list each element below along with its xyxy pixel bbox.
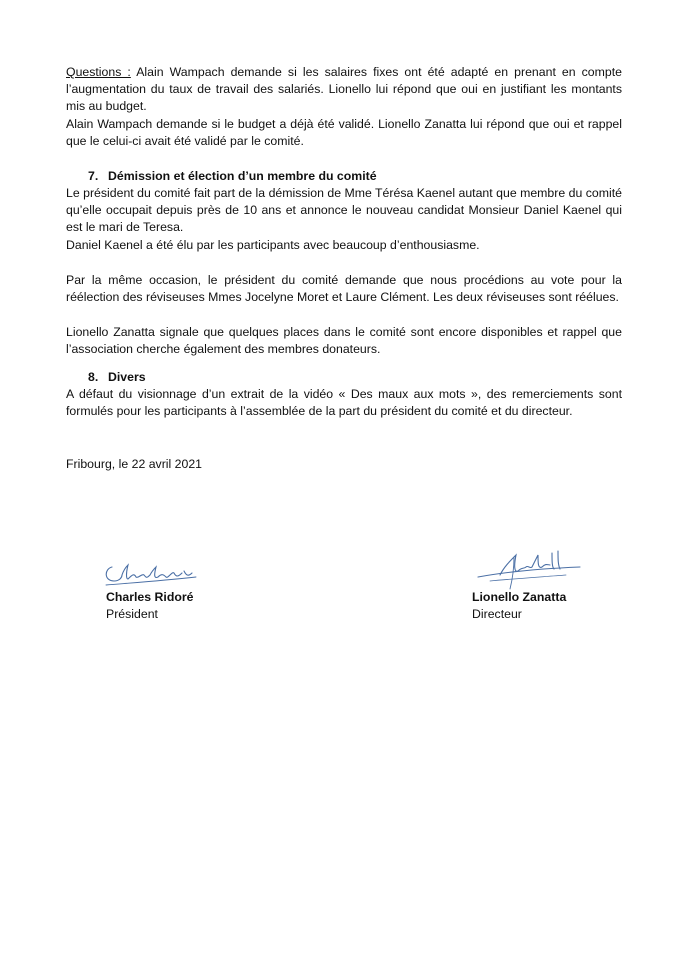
questions-paragraph (66, 64, 622, 116)
questions-paragraph-2: Alain Wampach demande si le budget a déjà été validé. Lionello Zanatta lui répond que oui et rappel que le celui-ci avait été validé par le comité. (66, 117, 622, 149)
signature-zanatta (470, 545, 585, 593)
section-8-paragraph-1: A défaut du visionnage d’un extrait de la vidéo « Des maux aux mots », des remerciements sont formulés pour les participants à l’assemblée de la part du président du comité et du directeur. (66, 387, 622, 419)
signatory-1-role: Président (106, 607, 158, 621)
section-7-paragraph-1: Le président du comité fait part de la démission de Mme Térésa Kaenel autant que membre du comité qu’elle occupait depuis près de 10 ans et annonce le nouveau candidat Monsieur Daniel Kaenel qui est le mari de Teresa. (66, 186, 622, 235)
section-7-number: 7. (88, 169, 99, 183)
section-8-number: 8. (88, 370, 99, 384)
section-8-heading (0, 369, 684, 386)
section-8-title: Divers (108, 370, 146, 384)
signatory-2-name: Lionello Zanatta (472, 590, 567, 604)
section-7-paragraph-4: Lionello Zanatta signale que quelques places dans le comité sont encore disponibles et rappel que l’association cherche également des membres donateurs. (66, 325, 622, 357)
place-date: Fribourg, le 22 avril 2021 (66, 457, 203, 471)
section-7-heading (0, 168, 684, 185)
questions-text-1: Alain Wampach demande si les salaires fixes ont été adapté en prenant en compte l’augmentation du taux de travail des salariés. Lionello lui répond que oui en justifiant les montants mis au budget. (66, 65, 622, 114)
section-7-paragraph-3: Par la même occasion, le président du comité demande que nous procédions au vote pour la réélection des réviseuses Mmes Jocelyne Moret et Laure Clément. Les deux réviseuses sont réélues. (66, 273, 622, 305)
section-7-paragraph-2: Daniel Kaenel a été élu par les participants avec beaucoup d’enthousiasme. (66, 238, 480, 252)
section-7-title: Démission et élection d’un membre du comité (108, 169, 377, 183)
questions-label: Questions : (66, 65, 131, 79)
signatory-1-name: Charles Ridoré (106, 590, 194, 604)
signatory-2-role: Directeur (472, 607, 522, 621)
